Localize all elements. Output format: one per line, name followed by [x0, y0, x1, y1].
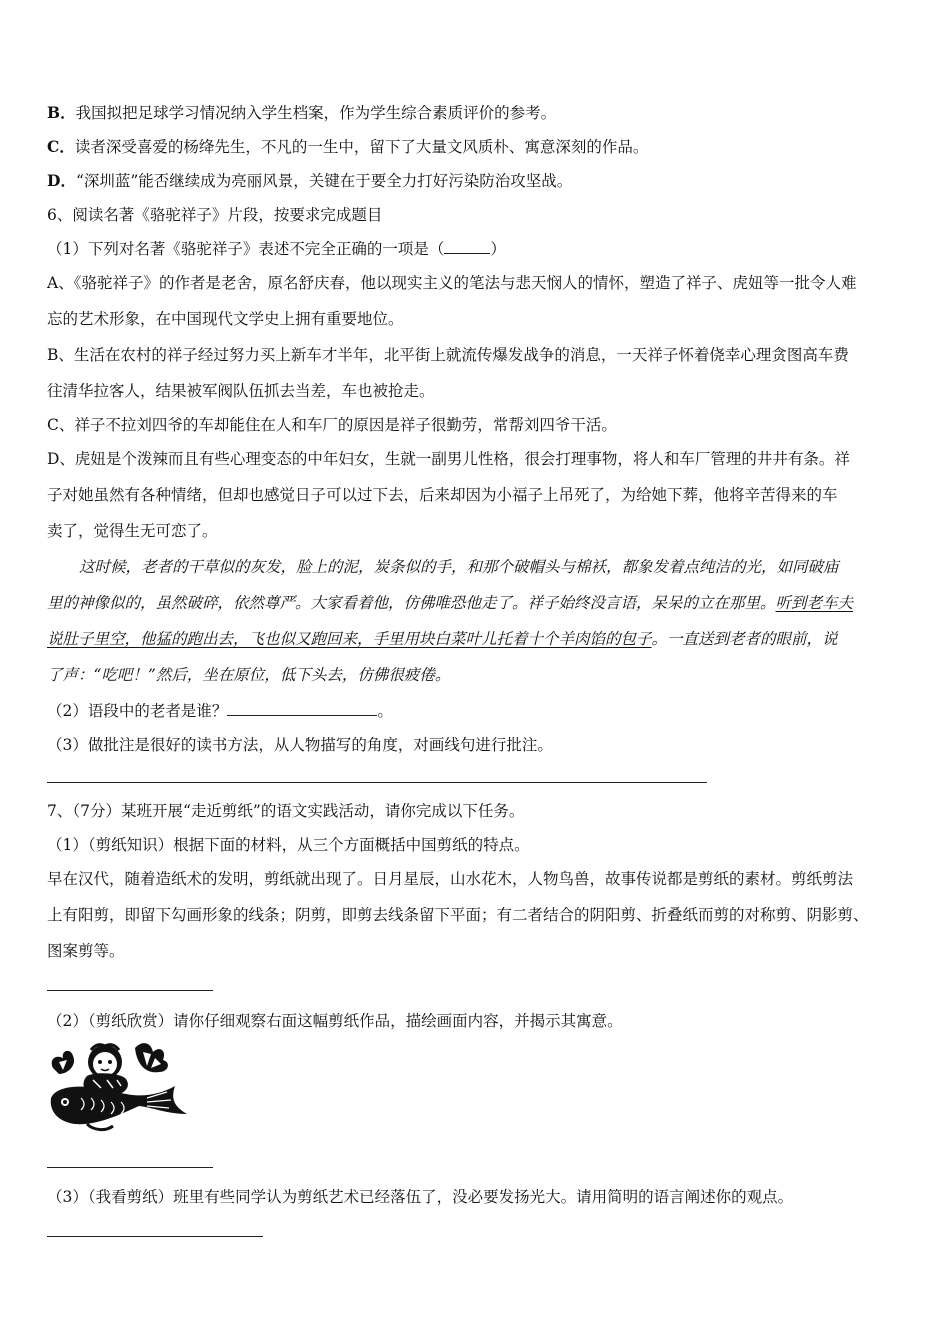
q6-option-d-line3: 卖了，觉得生无可恋了。: [47, 522, 218, 540]
answer-blank[interactable]: [227, 701, 377, 716]
option-label: B．: [47, 103, 76, 122]
q6-option-b-line1: B、生活在农村的祥子经过努力买上新车才半年，北平街上就流传爆发战争的消息，一天祥子怀着侥幸心理贪图高车费: [47, 346, 849, 364]
q7-material-line1: 早在汉代，随着造纸术的发明，剪纸就出现了。日月星辰，山水花木，人物鸟兽，故事传说都是剪纸的素材。剪纸剪法: [47, 870, 854, 888]
option-text: 读者深受喜爱的杨绛先生，不凡的一生中，留下了大量文风质朴、寓意深刻的作品。: [74, 138, 649, 156]
q6-sub1-end: ）: [490, 240, 506, 258]
q6-option-d-line1: D、虎妞是个泼辣而且有些心理变态的中年妇女，生就一副男儿性格，很会打理事物，将人和车厂管理的井井有条。祥: [47, 450, 850, 468]
q7-sub3: （3）（我看剪纸）班里有些同学认为剪纸艺术已经落伍了，没必要发扬光大。请用简明的语言阐述你的观点。: [47, 1188, 794, 1206]
answer-line[interactable]: [47, 1236, 263, 1237]
q6-option-a-line2: 忘的艺术形象，在中国现代文学史上拥有重要地位。: [47, 310, 404, 328]
option-label: C．: [47, 137, 75, 156]
q6-option-b-line2: 往清华拉客人，结果被军阀队伍抓去当差，车也被抢走。: [47, 382, 435, 400]
q6-option-a-line1: A、《骆驼祥子》的作者是老舍，原名舒庆春，他以现实主义的笔法与悲天悯人的情怀，塑造了祥子、虎妞等一批令人难: [47, 274, 857, 292]
q6-option-d-line2: 子对她虽然有各种情绪，但却也感觉日子可以过下去，后来却因为小福子上吊死了，为给她下葬，他将辛苦得来的车: [47, 486, 838, 504]
passage-line4: 了声：“吃吧！”然后，坐在原位，低下头去，仿佛很疲倦。: [47, 666, 451, 684]
answer-line[interactable]: [47, 1167, 213, 1168]
q6-sub1: [47, 238, 506, 260]
answer-line[interactable]: [47, 782, 707, 783]
passage-line2: [47, 592, 853, 614]
option-text: 我国拟把足球学习情况纳入学生档案，作为学生综合素质评价的参考。: [75, 104, 557, 122]
q5-option-b: [47, 102, 556, 124]
q6-sub2-end: 。: [377, 702, 393, 720]
q6-sub2: [47, 700, 393, 722]
answer-line[interactable]: [47, 990, 213, 991]
q7-sub2: （2）（剪纸欣赏）请你仔细观察右面这幅剪纸作品，描绘画面内容，并揭示其寓意。: [47, 1012, 623, 1030]
papercut-child-fish-image: [47, 1040, 189, 1132]
passage-line1: 这时候，老者的干草似的灰发，脸上的泥，炭条似的手，和那个破帽头与棉袄，都象发着点纯洁的光，如同破庙: [79, 558, 839, 576]
passage-text: 里的神像似的，虽然破碎，依然尊严。大家看着他，仿佛唯恐他走了。祥子始终没言语，呆呆的立在那里。: [47, 594, 776, 612]
q6-sub1-text: （1）下列对名著《骆驼祥子》表述不完全正确的一项是（: [47, 240, 445, 258]
q6-title: 6、阅读名著《骆驼祥子》片段，按要求完成题目: [47, 206, 383, 224]
q6-option-c: C、祥子不拉刘四爷的车却能住在人和车厂的原因是祥子很勤劳，常帮刘四爷干活。: [47, 416, 617, 434]
underlined-sentence: 听到老车夫: [775, 594, 854, 612]
q5-option-c: [47, 136, 648, 158]
q5-option-d: [47, 170, 572, 192]
answer-blank[interactable]: [444, 239, 490, 254]
passage-line3: [47, 628, 838, 650]
option-text: “深圳蓝”能否继续成为亮丽风景，关键在于要全力打好污染防治攻坚战。: [75, 172, 573, 190]
q7-sub1: （1）（剪纸知识）根据下面的材料，从三个方面概括中国剪纸的特点。: [47, 836, 530, 854]
underlined-sentence: 说肚子里空，他猛的跑出去，飞也似又跑回来，手里用块白菜叶儿托着十个羊肉馅的包子: [47, 630, 652, 648]
q7-title: 7、（7分）某班开展“走近剪纸”的语文实践活动，请你完成以下任务。: [47, 802, 525, 820]
passage-text: 。一直送到老者的眼前，说: [651, 630, 838, 648]
q7-material-line2: 上有阳剪，即留下勾画形象的线条；阴剪，即剪去线条留下平面；有二者结合的阴阳剪、折叠纸而剪的对称剪、阴影剪、: [47, 906, 869, 924]
option-label: D．: [47, 171, 76, 190]
q6-sub3: （3）做批注是很好的读书方法，从人物描写的角度，对画线句进行批注。: [47, 736, 553, 754]
q7-material-line3: 图案剪等。: [47, 942, 125, 960]
q6-sub2-text: （2）语段中的老者是谁？: [47, 702, 228, 720]
